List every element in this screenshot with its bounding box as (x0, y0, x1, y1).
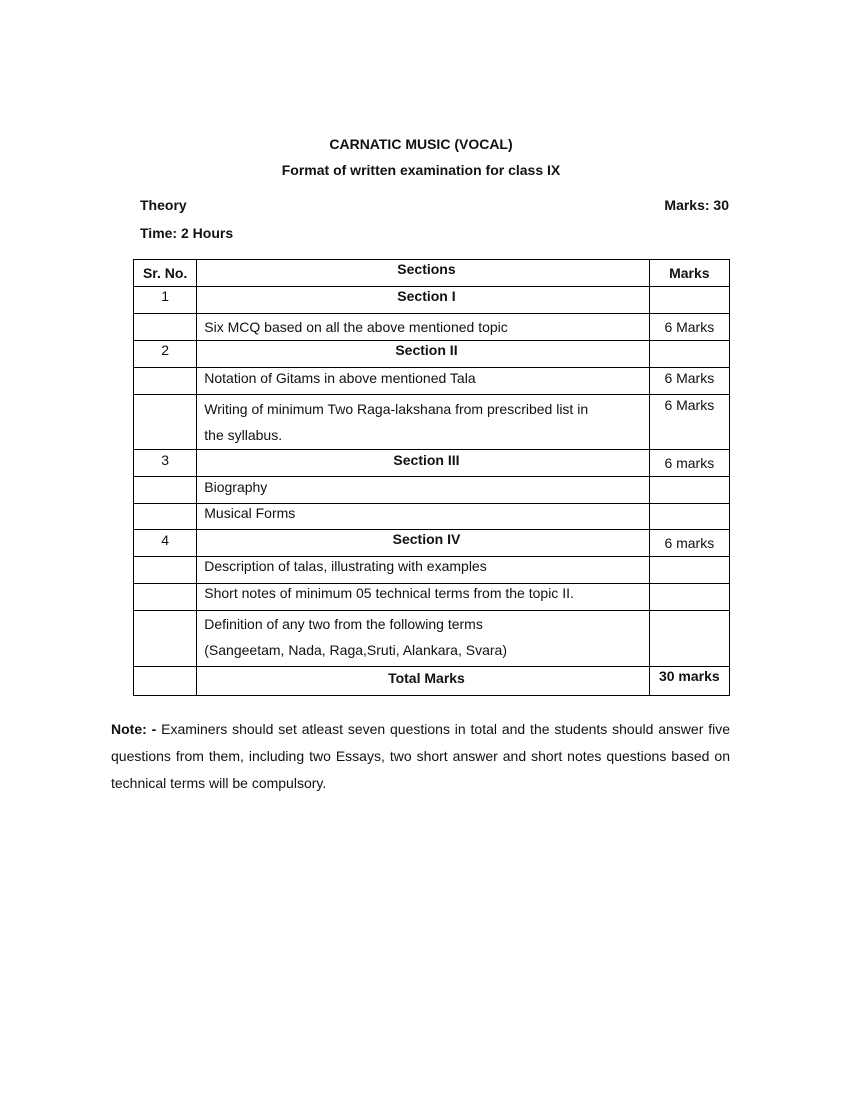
section-item: Definition of any two from the following terms (Sangeetam, Nada, Raga,Sruti, Alankara, Svara) (197, 611, 649, 667)
section-item: Writing of minimum Two Raga-lakshana from prescribed list in the syllabus. (197, 395, 649, 450)
note-label: Note: - (111, 721, 157, 737)
sr-cell (134, 557, 197, 584)
marks-cell: 6 marks (649, 530, 729, 557)
marks-cell (649, 477, 729, 504)
section-heading: Section I (197, 287, 649, 314)
note-paragraph (111, 716, 730, 797)
sr-cell: 3 (134, 450, 197, 477)
marks-cell: 6 Marks (649, 395, 729, 450)
table-row (134, 557, 730, 584)
sr-cell (134, 667, 197, 696)
table-row (134, 584, 730, 611)
sr-cell: 2 (134, 341, 197, 368)
section-item: Six MCQ based on all the above mentioned topic (197, 314, 649, 341)
table-row (134, 504, 730, 530)
marks-cell (649, 287, 729, 314)
sr-cell (134, 611, 197, 667)
total-marks-heading: Total Marks (197, 667, 649, 696)
table-header-row (134, 260, 730, 287)
sr-cell (134, 314, 197, 341)
sr-cell (134, 584, 197, 611)
header-sections: Sections (197, 260, 649, 287)
marks-cell (649, 611, 729, 667)
sr-cell: 4 (134, 530, 197, 557)
section-item: Short notes of minimum 05 technical terms from the topic II. (197, 584, 649, 611)
sr-cell (134, 477, 197, 504)
section-item: Musical Forms (197, 504, 649, 530)
table-row (134, 368, 730, 395)
document-title: CARNATIC MUSIC (VOCAL) (329, 136, 513, 152)
table-row (134, 450, 730, 477)
section-heading: Section IV (197, 530, 649, 557)
note-text: Examiners should set atleast seven questions in total and the students should answer five questions from them, including two Essays, two short answer and short notes questions based on technical terms will be compulsory. (111, 721, 730, 791)
table-total-row (134, 667, 730, 696)
marks-cell (649, 341, 729, 368)
exam-format-table (133, 259, 730, 696)
time-label: Time: 2 Hours (140, 225, 234, 241)
marks-cell (649, 584, 729, 611)
sr-cell (134, 368, 197, 395)
section-heading: Section II (197, 341, 649, 368)
section-heading: Section III (197, 450, 649, 477)
header-marks: Marks (649, 260, 729, 287)
table-row (134, 287, 730, 314)
marks-cell: 6 marks (649, 450, 729, 477)
sr-cell: 1 (134, 287, 197, 314)
table-row (134, 530, 730, 557)
marks-cell (649, 504, 729, 530)
header-sr-no: Sr. No. (134, 260, 197, 287)
sr-cell (134, 395, 197, 450)
marks-cell: 6 Marks (649, 314, 729, 341)
section-item: Notation of Gitams in above mentioned Tala (197, 368, 649, 395)
table-row (134, 611, 730, 667)
sr-cell (134, 504, 197, 530)
table-row (134, 477, 730, 504)
total-marks-label: Marks: 30 (664, 197, 729, 213)
section-item: Description of talas, illustrating with examples (197, 557, 649, 584)
marks-cell (649, 557, 729, 584)
table-row (134, 341, 730, 368)
total-marks-value: 30 marks (649, 667, 729, 696)
table-row (134, 395, 730, 450)
section-item: Biography (197, 477, 649, 504)
table-row (134, 314, 730, 341)
document-subtitle: Format of written examination for class IX (281, 162, 561, 178)
marks-cell: 6 Marks (649, 368, 729, 395)
theory-label: Theory (140, 197, 187, 213)
